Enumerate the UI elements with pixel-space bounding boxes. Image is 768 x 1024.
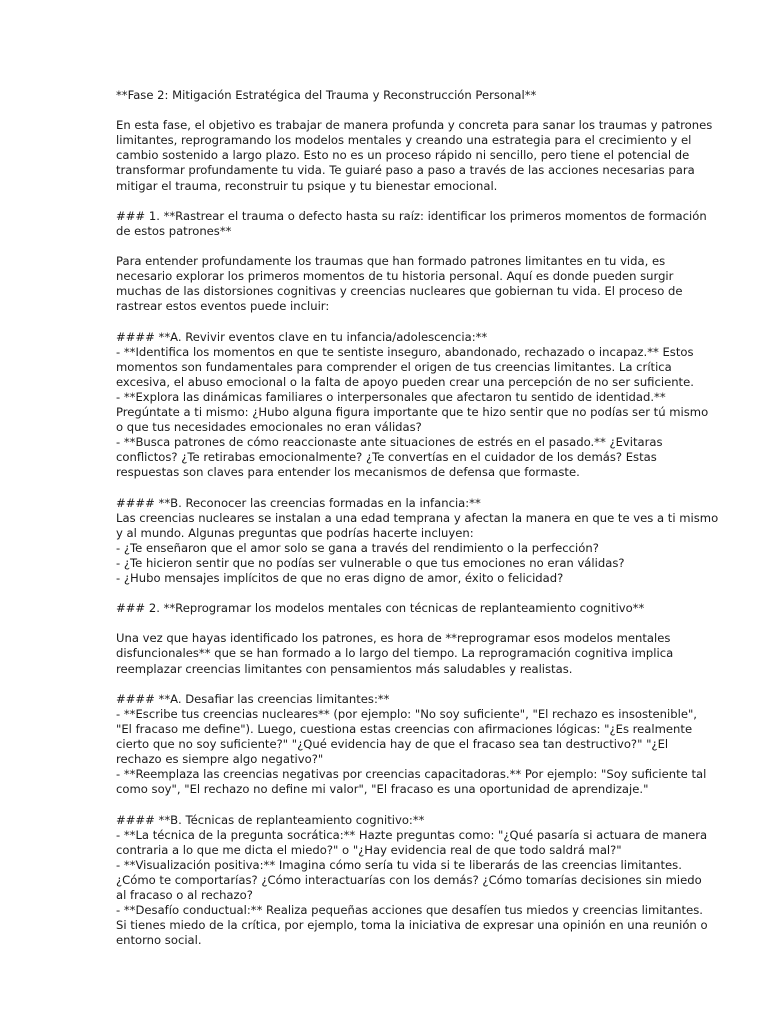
text-line: contraria a lo que me dicta el miedo?" o "¿Hay evidencia real de que todo saldrá mal?" — [116, 842, 622, 857]
text-block — [116, 495, 719, 587]
text-line: entorno social. — [116, 933, 202, 948]
text-line: necesario explorar los primeros momentos de tu historia personal. Aquí es donde pueden surgir — [116, 269, 674, 284]
text-line: - **Desafío conductual:** Realiza pequeñas acciones que desafíen tus miedos y creencias limitantes. — [116, 903, 703, 918]
text-block — [116, 812, 708, 949]
text-line: #### **B. Técnicas de replanteamiento cognitivo:** — [116, 812, 425, 827]
text-line: Pregúntate a ti mismo: ¿Hubo alguna figura importante que te hizo sentir que no podías ser tú mismo — [116, 404, 709, 419]
paragraph-spacer — [116, 194, 652, 209]
text-line: mitigar el trauma, reconstruir tu psique y tu bienestar emocional. — [116, 178, 498, 193]
paragraph-spacer — [116, 616, 652, 631]
text-block — [116, 88, 652, 103]
text-line: - **Explora las dinámicas familiares o interpersonales que afectaron tu sentido de identidad.** — [116, 389, 666, 404]
text-line: - **Visualización positiva:** Imagina cómo sería tu vida si te liberarás de las creencias limitantes. — [116, 857, 682, 872]
text-line: o que tus necesidades emocionales no eran válidas? — [116, 420, 422, 435]
text-line: - ¿Hubo mensajes implícitos de que no eras digno de amor, éxito o felicidad? — [116, 571, 564, 585]
paragraph-spacer — [116, 239, 652, 254]
text-line: cierto que no soy suficiente?" "¿Qué evidencia hay de que el fracaso sea tan destructivo?" "¿El — [116, 737, 669, 752]
text-block — [116, 118, 713, 193]
text-line: excesiva, el abuso emocional o la falta de apoyo pueden crear una percepción de no ser suficiente. — [116, 374, 694, 389]
text-line: Si tienes miedo de la crítica, por ejemplo, toma la iniciativa de expresar una opinión en una reunión o — [116, 918, 708, 933]
text-line: al fracaso o al rechazo? — [116, 887, 253, 902]
text-line: rastrear estos eventos puede incluir: — [116, 299, 330, 314]
paragraph-spacer — [116, 677, 652, 692]
text-line: ### 2. **Reprogramar los modelos mentales con técnicas de replanteamiento cognitivo** — [116, 601, 645, 616]
text-line: #### **B. Reconocer las creencias formadas en la infancia:** — [116, 495, 481, 510]
text-line: y al mundo. Algunas preguntas que podrías hacerte incluyen: — [116, 525, 474, 540]
text-line: #### **A. Revivir eventos clave en tu infancia/adolescencia:** — [116, 329, 488, 344]
text-block — [116, 691, 707, 798]
text-line: - **Busca patrones de cómo reaccionaste ante situaciones de estrés en el pasado.** ¿Evitaras — [116, 435, 663, 450]
paragraph-spacer — [116, 797, 652, 812]
text-line: - **La técnica de la pregunta socrática:** Hazte preguntas como: "¿Qué pasaría si actuara de manera — [116, 827, 708, 842]
text-line: cambio sostenido a largo plazo. Esto no es un proceso rápido ni sencillo, pero tiene el potencial de — [116, 148, 690, 163]
paragraph-spacer — [116, 314, 652, 329]
text-line: momentos son fundamentales para comprender el origen de tus creencias limitantes. La crítica — [116, 359, 672, 374]
text-line: de estos patrones** — [116, 223, 232, 238]
text-line: #### **A. Desafiar las creencias limitantes:** — [116, 691, 390, 706]
text-line: limitantes, reprogramando los modelos mentales y creando una estrategia para el crecimiento y el — [116, 133, 692, 148]
text-line: Las creencias nucleares se instalan a una edad temprana y afectan la manera en que te ves a ti mismo — [116, 510, 719, 525]
text-line: respuestas son claves para entender los mecanismos de defensa que formaste. — [116, 465, 580, 480]
text-block — [116, 601, 652, 616]
paragraph-spacer — [116, 103, 652, 118]
text-line: "El fracaso me define"). Luego, cuestiona estas creencias con afirmaciones lógicas: "¿Es realmente — [116, 721, 693, 736]
text-line: disfuncionales** que se han formado a lo largo del tiempo. La reprogramación cognitiva implica — [116, 646, 674, 661]
text-line: Para entender profundamente los traumas que han formado patrones limitantes en tu vida, es — [116, 254, 666, 269]
text-line: - **Escribe tus creencias nucleares** (por ejemplo: "No soy suficiente", "El rechazo es insostenible", — [116, 706, 697, 721]
text-line: ### 1. **Rastrear el trauma o defecto hasta su raíz: identificar los primeros momentos de formación — [116, 208, 707, 223]
text-line: muchas de las distorsiones cognitivas y creencias nucleares que gobiernan tu vida. El proceso de — [116, 284, 683, 299]
text-line: - ¿Te enseñaron que el amor solo se gana a través del rendimiento o la perfección? — [116, 540, 599, 555]
text-line: rechazo es siempre algo negativo?" — [116, 752, 324, 767]
text-line: reemplazar creencias limitantes con pensamientos más saludables y realistas. — [116, 661, 573, 676]
document-page — [116, 88, 719, 948]
text-line: transformar profundamente tu vida. Te guiaré paso a paso a través de las acciones necesarias para — [116, 163, 695, 178]
text-block — [116, 254, 683, 314]
text-line: En esta fase, el objetivo es trabajar de manera profunda y concreta para sanar los traumas y patrones — [116, 118, 713, 133]
text-line: Una vez que hayas identificado los patrones, es hora de **reprogramar esos modelos mentales — [116, 631, 671, 646]
text-line: - **Identifica los momentos en que te sentiste inseguro, abandonado, rechazado o incapaz.** Estos — [116, 344, 694, 359]
paragraph-spacer — [116, 480, 652, 495]
text-block — [116, 631, 674, 676]
text-line: ¿Cómo te comportarías? ¿Cómo interactuarías con los demás? ¿Cómo tomarías decisiones sin miedo — [116, 872, 702, 887]
text-block — [116, 208, 707, 239]
text-line: como soy", "El rechazo no define mi valor", "El fracaso es una oportunidad de aprendizaje." — [116, 782, 649, 797]
text-line: conflictos? ¿Te retirabas emocionalmente? ¿Te convertías en el cuidador de los demás? Estas — [116, 450, 657, 465]
text-line: - **Reemplaza las creencias negativas por creencias capacitadoras.** Por ejemplo: "Soy suficiente tal — [116, 767, 707, 782]
text-block — [116, 329, 709, 481]
text-line: **Fase 2: Mitigación Estratégica del Trauma y Reconstrucción Personal** — [116, 88, 537, 102]
text-line: - ¿Te hicieron sentir que no podías ser vulnerable o que tus emociones no eran válidas? — [116, 555, 625, 570]
paragraph-spacer — [116, 586, 652, 601]
